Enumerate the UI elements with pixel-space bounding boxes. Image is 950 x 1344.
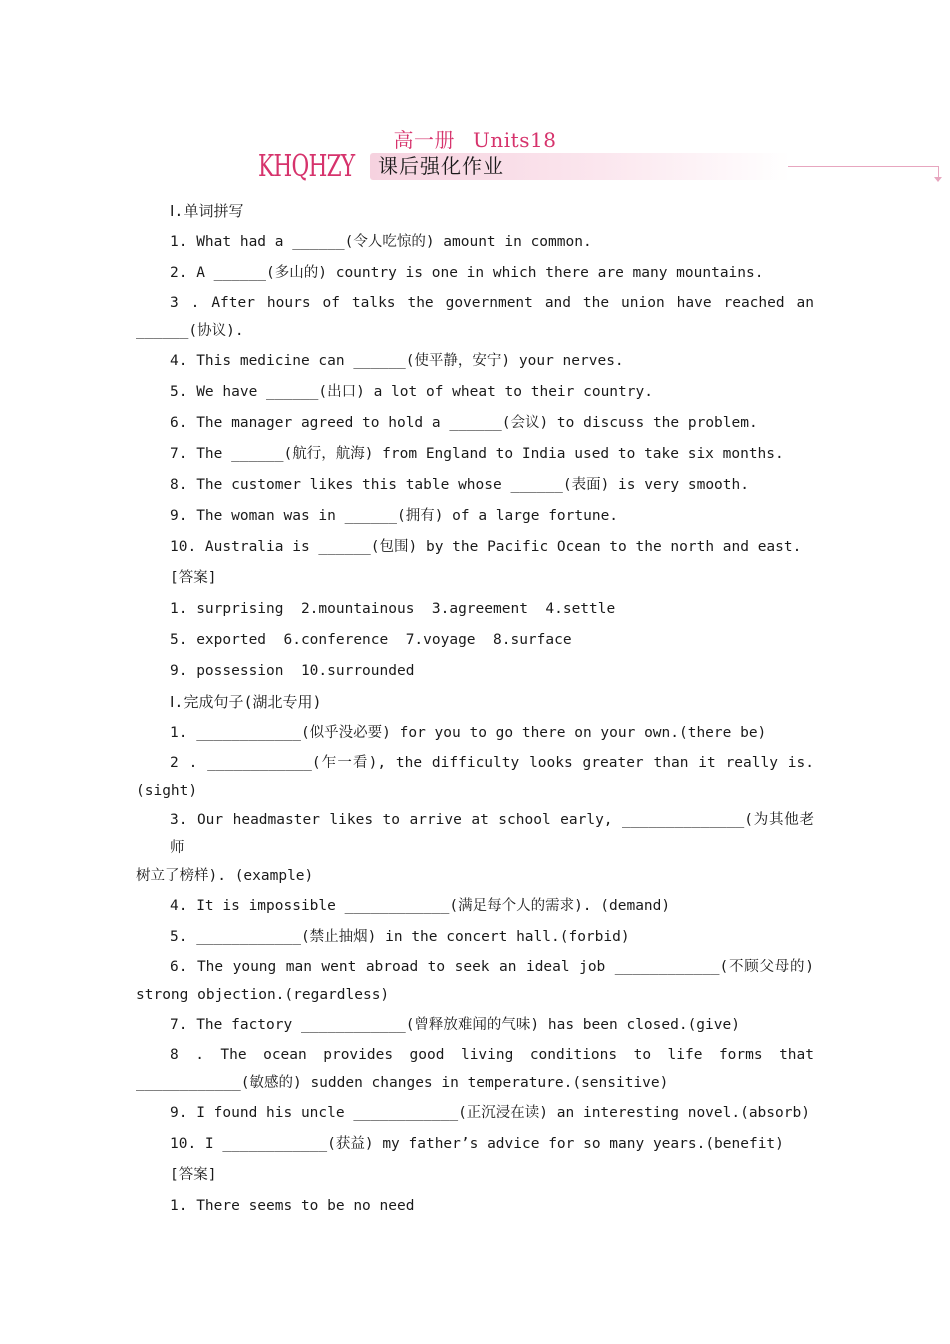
answer-label: [答案] [170, 1167, 217, 1183]
question-5: 5. We have ______(出口) a lot of wheat to their country. [170, 384, 653, 400]
sentence-7: 7. The factory ____________(曾释放难闻的气味) has been closed.(give) [170, 1017, 740, 1033]
question-3-continuation: ______(协议). [136, 323, 244, 339]
sentence-9: 9. I found his uncle ____________(正沉浸在读) an interesting novel.(absorb) [170, 1105, 810, 1121]
units-label: Units18 [473, 128, 557, 152]
sentence-3-continuation: 树立了榜样). (example) [136, 868, 314, 884]
page-title [0, 124, 950, 153]
sentence-8: 8 . The ocean provides good living conditions to life forms that [170, 1047, 814, 1063]
banner-label: 课后强化作业 [378, 154, 504, 178]
sentence-1: 1. ____________(似乎没必要) for you to go there on your own.(there be) [170, 725, 767, 741]
answer-label: [答案] [170, 570, 217, 586]
sentence-10: 10. I ____________(获益) my father’s advice for so many years.(benefit) [170, 1136, 784, 1152]
question-2: 2. A ______(多山的) country is one in which there are many mountains. [170, 265, 764, 281]
sentence-5: 5. ____________(禁止抽烟) in the concert hall.(forbid) [170, 929, 630, 945]
section-banner [258, 150, 698, 184]
question-3: 3 . After hours of talks the government and the union have reached an [170, 295, 814, 311]
answer-line: 1. There seems to be no need [170, 1198, 415, 1214]
question-4: 4. This medicine can ______(使平静，安宁) your nerves. [170, 353, 624, 369]
banner-arrow-icon [934, 177, 942, 182]
sentence-6: 6. The young man went abroad to seek an ideal job ____________(不顾父母的) [170, 959, 814, 975]
question-9: 9. The woman was in ______(拥有) of a large fortune. [170, 508, 619, 524]
section-2-title: Ⅰ.完成句子(湖北专用) [170, 693, 322, 711]
section-1-title: Ⅰ.单词拼写 [170, 202, 244, 220]
logo-text: KHQHZY [258, 149, 355, 184]
sentence-6-continuation: strong objection.(regardless) [136, 987, 390, 1003]
answer-line: 5. exported 6.conference 7.voyage 8.surface [170, 632, 572, 648]
sentence-4: 4. It is impossible ____________(满足每个人的需求). (demand) [170, 898, 671, 914]
sentence-2-continuation: (sight) [136, 783, 198, 799]
question-10: 10. Australia is ______(包围) by the Pacific Ocean to the north and east. [170, 539, 802, 555]
document-body [136, 196, 814, 1222]
answer-line: 9. possession 10.surrounded [170, 663, 415, 679]
answer-line: 1. surprising 2.mountainous 3.agreement 4.settle [170, 601, 616, 617]
banner-line-decoration [788, 166, 939, 181]
sentence-3: 3. Our headmaster likes to arrive at school early, ______________(为其他老师 [170, 812, 814, 856]
sentence-8-continuation: ____________(敏感的) sudden changes in temperature.(sensitive) [136, 1075, 669, 1091]
question-8: 8. The customer likes this table whose ______(表面) is very smooth. [170, 477, 749, 493]
question-6: 6. The manager agreed to hold a ______(会议) to discuss the problem. [170, 415, 758, 431]
sentence-2: 2 . ____________(乍一看), the difficulty looks greater than it really is. [170, 755, 814, 771]
question-7: 7. The ______(航行，航海) from England to India used to take six months. [170, 446, 784, 462]
question-1: 1. What had a ______(令人吃惊的) amount in common. [170, 234, 592, 250]
book-label: 高一册 [393, 128, 456, 152]
